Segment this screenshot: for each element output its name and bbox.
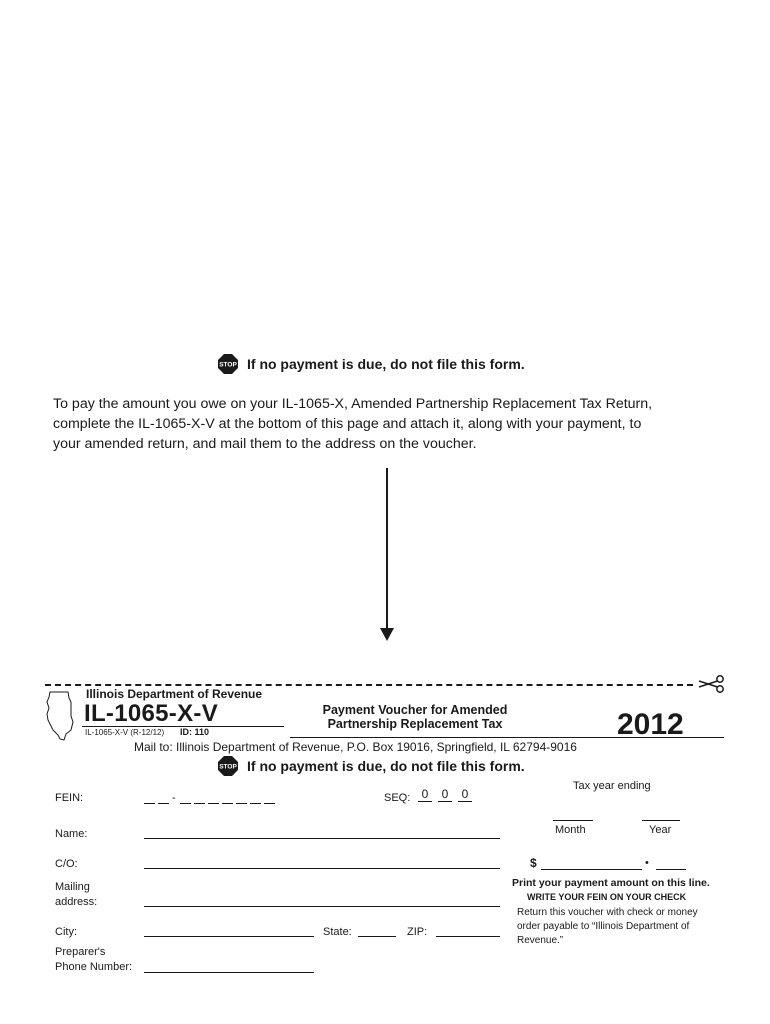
stop-notice-voucher [217,755,525,777]
voucher-title [300,703,530,731]
state-input[interactable] [358,936,396,937]
payment-cents-input[interactable] [656,869,686,870]
instructions-line: complete the IL-1065-X-V at the bottom of this page and attach it, along with your payment, to [53,416,642,432]
mailing-address-input[interactable] [144,906,500,907]
stop-notice-text: If no payment is due, do not file this form. [247,356,525,372]
return-instructions: Return this voucher with check or money order payable to “Illinois Department of Revenue.” [517,907,698,946]
fein-input[interactable]: - [144,792,278,804]
illinois-state-outline-icon [44,690,76,742]
year-label: Year [649,824,672,836]
form-number: IL-1065-X-V [84,700,219,727]
seq-label: SEQ: [384,792,411,804]
stop-notice-top [217,353,525,375]
tax-year-month-input[interactable] [553,820,593,821]
instructions-line: To pay the amount you owe on your IL-1065-X, Amended Partnership Replacement Tax Return, [53,396,653,412]
co-input[interactable] [144,868,500,869]
instructions-line: your amended return, and mail them to the address on the voucher. [53,436,477,452]
preparers-phone-input[interactable] [144,972,314,973]
decimal-point: • [645,857,649,869]
co-label: C/O: [55,858,78,870]
svg-text:STOP: STOP [219,361,237,369]
print-amount-instruction: Print your payment amount on this line. [512,877,710,889]
down-arrow-icon [380,628,394,641]
preparers-phone-label: Preparer's Phone Number: [55,946,133,973]
city-label: City: [55,926,77,938]
zip-input[interactable] [436,936,500,937]
name-label: Name: [55,828,88,840]
tax-year-ending-label: Tax year ending [573,780,651,792]
stop-sign-icon [217,755,239,777]
scissors-icon [698,675,726,693]
payment-dollars-input[interactable] [541,869,642,870]
form-revision: IL-1065-X-V (R-12/12) [85,728,165,737]
svg-text:STOP: STOP [219,763,237,771]
zip-label: ZIP: [407,926,428,938]
form-id: ID: 110 [180,727,210,737]
state-label: State: [323,926,352,938]
month-label: Month [555,824,586,836]
dollar-sign: $ [530,856,537,870]
write-fein-instruction: WRITE YOUR FEIN ON YOUR CHECK [527,892,687,902]
fein-label: FEIN: [55,792,84,804]
city-input[interactable] [144,936,314,937]
stop-sign-icon [217,353,239,375]
down-arrow-shaft [386,468,388,630]
header-bottom-rule [290,737,724,738]
department-name: Illinois Department of Revenue [86,687,263,701]
voucher-title-line: Partnership Replacement Tax [327,717,503,731]
seq-number: 0 0 0 [418,787,472,802]
instructions-paragraph [53,394,733,454]
name-input[interactable] [144,838,500,839]
voucher-title-line: Payment Voucher for Amended [322,703,508,717]
stop-notice-text: If no payment is due, do not file this form. [247,758,525,774]
tax-year: 2012 [617,708,684,741]
mailing-instructions: Mail to: Illinois Department of Revenue, P.O. Box 19016, Springfield, IL 62794-9016 [134,740,577,754]
tax-year-year-input[interactable] [642,820,680,821]
mailing-address-label: Mailing address: [55,881,98,908]
cut-line [45,684,693,686]
